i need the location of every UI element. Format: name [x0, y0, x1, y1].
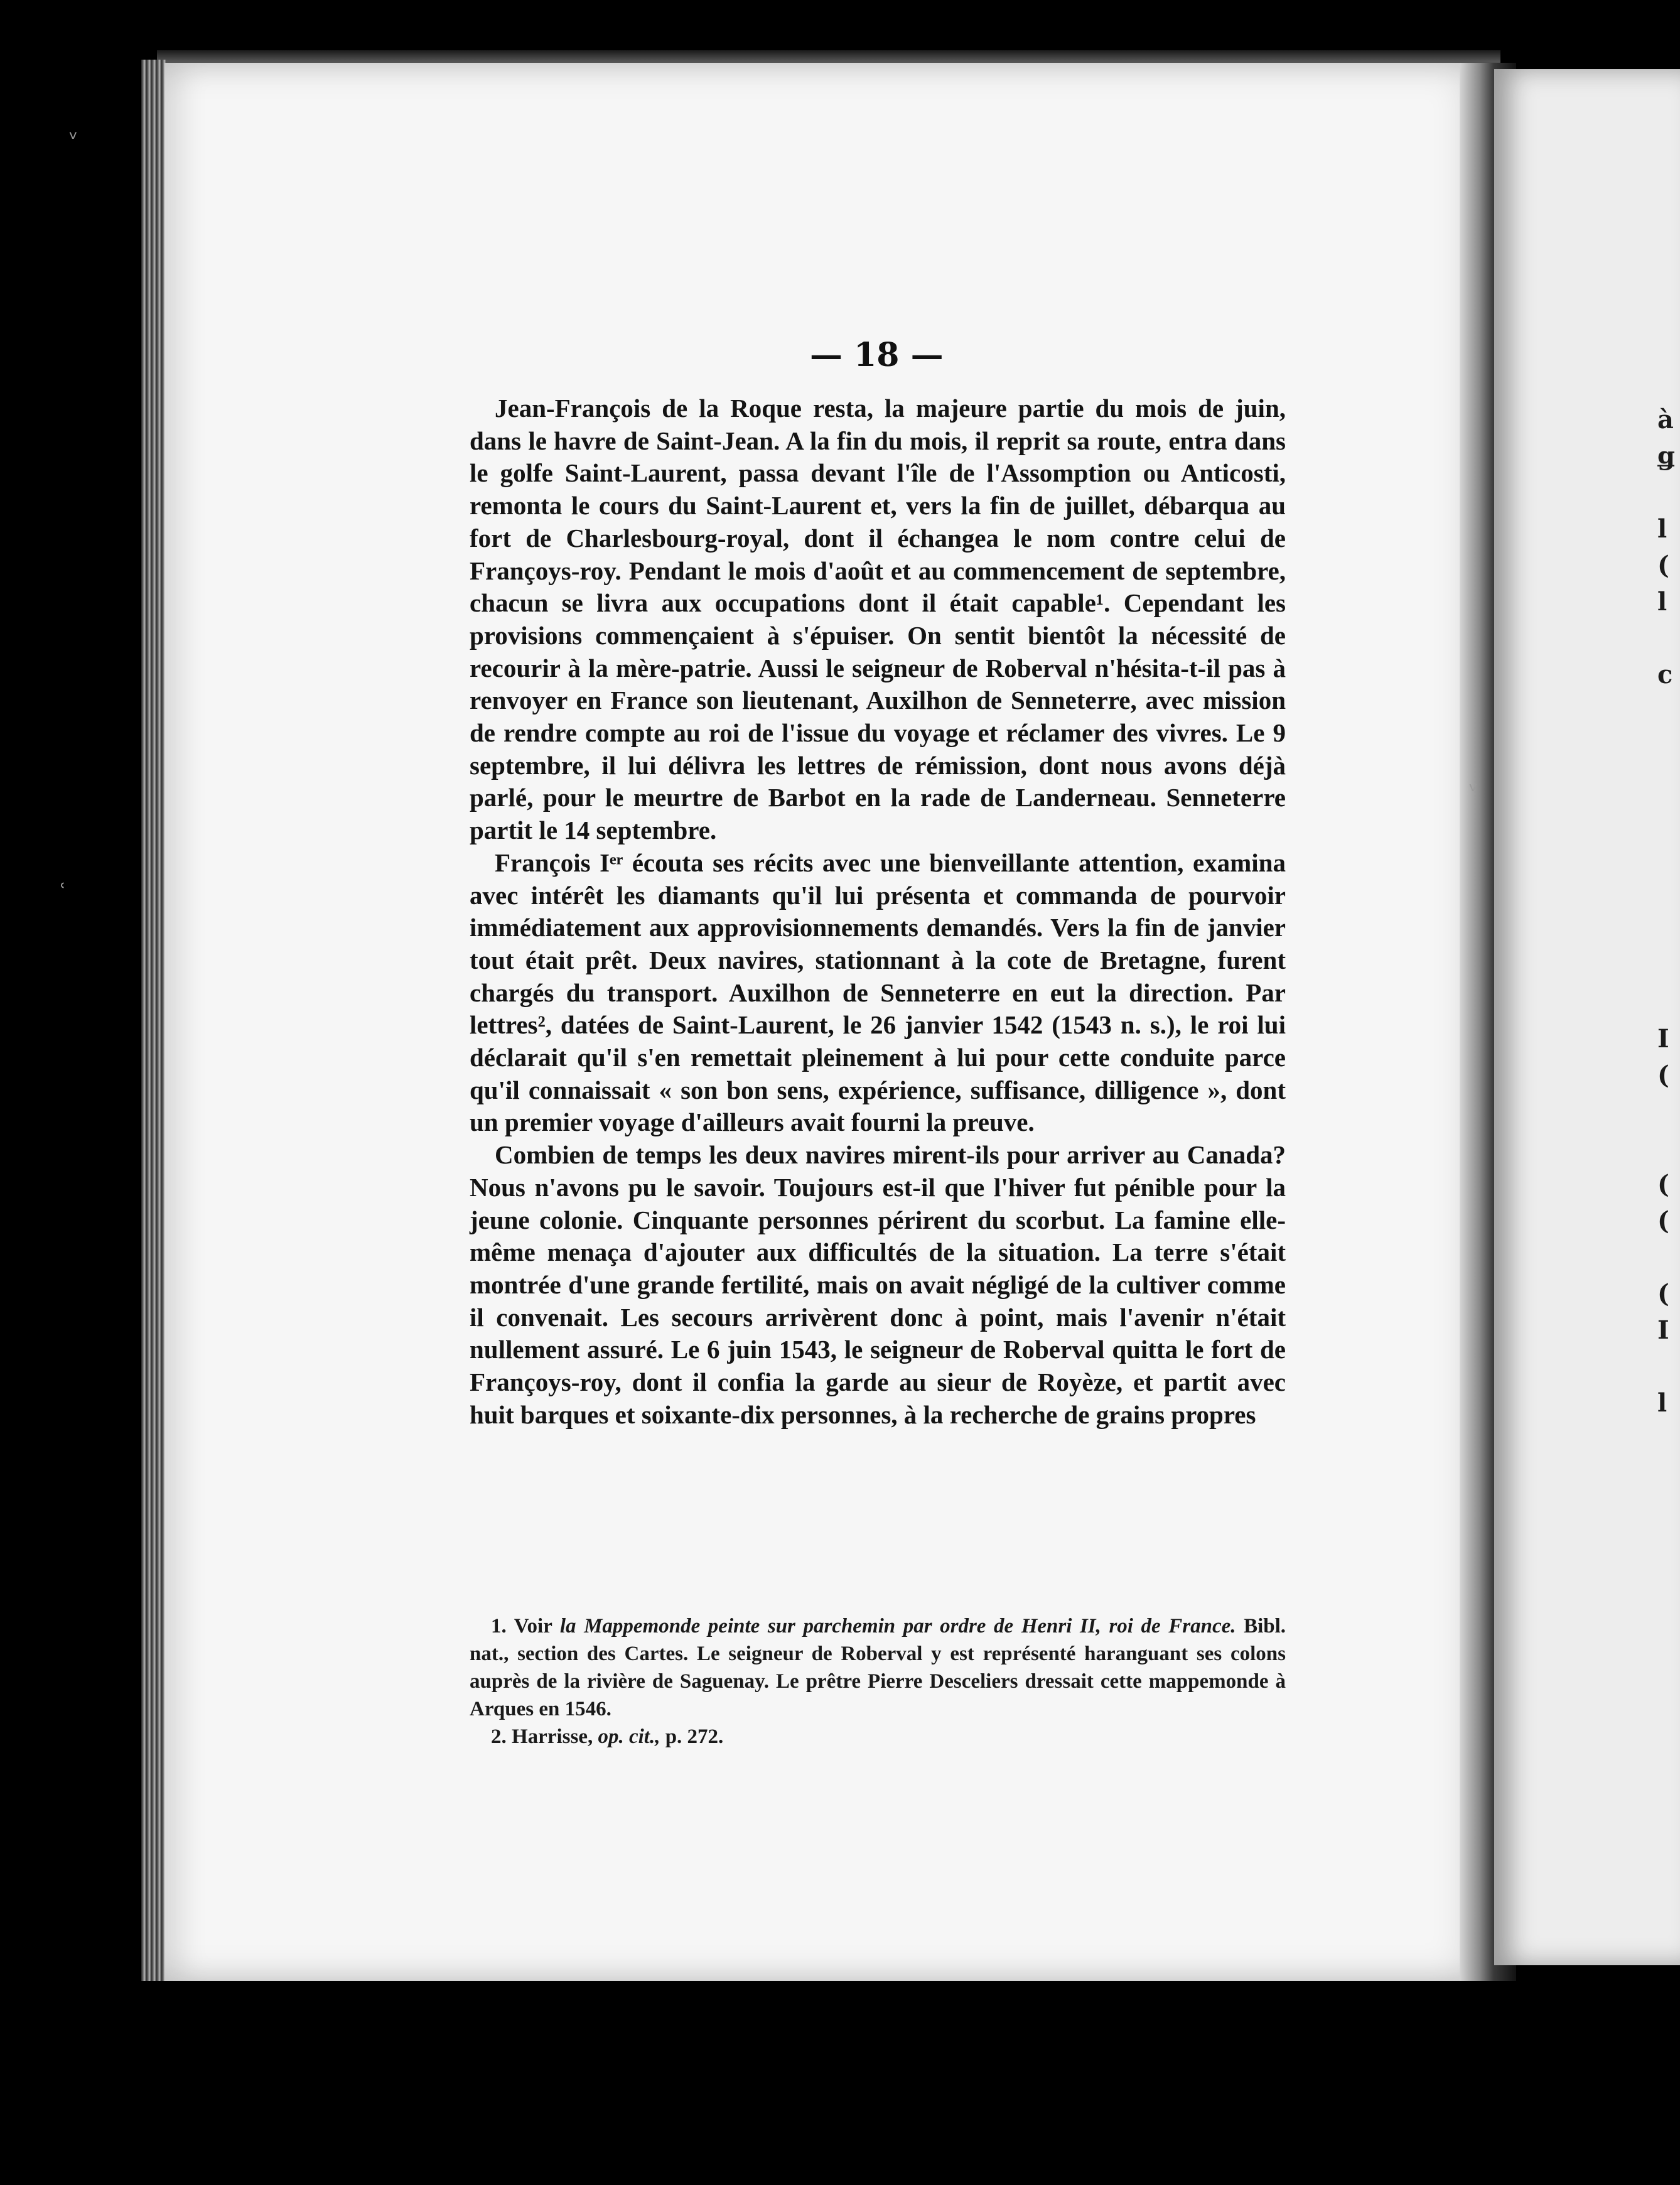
facing-page-glyph: [1657, 875, 1680, 912]
facing-page-glyph: [1657, 1239, 1680, 1276]
footnote: [470, 1612, 1286, 1723]
facing-page-glyph: [1657, 948, 1680, 985]
facing-page-glyph: ǥ: [1657, 441, 1675, 471]
facing-page-glyph: [1657, 802, 1680, 839]
facing-page-glyph: (: [1657, 1279, 1669, 1308]
page-stack-edge: [141, 60, 166, 1981]
footnote-label: 2.: [491, 1725, 507, 1748]
page-number: — 18 —: [810, 336, 944, 374]
footnotes: [470, 1612, 1286, 1751]
facing-page-glyph: [1657, 1130, 1680, 1167]
facing-page-glyph: [1657, 1422, 1680, 1458]
footnote-text: Bibl. nat., section des Cartes. Le seigneur de Roberval y est représenté haranguant ses colons auprès de la rivière de Saguenay. Le prêtre Pierre Descеliers dressait cette mappemonde à Arques en 1546.: [470, 1615, 1286, 1720]
facing-page-glyph: I: [1657, 1024, 1669, 1054]
facing-page-glyph: à: [1657, 405, 1674, 434]
facing-page-glyph: [1657, 985, 1680, 1021]
facing-page-glyph: [1657, 1349, 1680, 1385]
facing-page-glyph: (: [1657, 1060, 1669, 1090]
facing-page-glyph: c: [1657, 660, 1673, 689]
facing-page-glyph: [1657, 730, 1680, 766]
scan-speck-mark: ᵥ: [69, 119, 78, 144]
footnote-italic: la Mappemonde peinte sur parchemin par ordre de Henri II, roi de France.: [559, 1615, 1236, 1637]
scan-speck-mark: ᵛ: [1469, 779, 1478, 804]
facing-page-glyph: [1657, 693, 1680, 730]
paragraph: François Iᵉʳ écouta ses récits avec une bienveillante attention, examina avec intérêt les diamants qu'il lui présenta et commanda de pourvoir immédiatement aux approvisionnements demandés. Vers la fin de janvier tout était prêt. Deux navires, stationnant à la cote de Bretagne, furent chargés du transport. Auxilhon de Senneterre en eut la direction. Par lettres², datées de Saint-Laurent, le 26 janvier 1542 (1543 n. s.), le roi lui déclarait qu'il s'en remettait pleinement à lui pour cette conduite parce qu'il connaissait « son bon sens, expérience, suffisance, dilligence », dont un premier voyage d'ailleurs avait fourni la preuve.: [470, 848, 1286, 1137]
facing-page-glyph: [1657, 766, 1680, 802]
facing-page-glyph: I: [1657, 1315, 1669, 1345]
facing-page-glyph: [1657, 475, 1680, 511]
scan-speck-mark: ʿ: [60, 879, 67, 904]
facing-page-glyph: (: [1657, 1206, 1669, 1236]
facing-page-glyph: [1657, 912, 1680, 948]
facing-page-glyph: [1657, 839, 1680, 875]
footnote-text: Harrisse,: [512, 1725, 593, 1748]
facing-page-glyph: [1657, 1094, 1680, 1130]
facing-page-glyph: l: [1657, 587, 1667, 617]
footnote-text: Voir: [514, 1615, 552, 1637]
paragraph: Combien de temps les deux navires mirent-ils pour arriver au Canada? Nous n'avons pu le savoir. Toujours est-il que l'hiver fut pénible pour la jeune colonie. Cinquante personnes périrent du scorbut. La famine elle-même menaça d'ajouter aux difficultés de la situation. La terre s'était montrée d'une grande fertilité, mais on avait négligé de la cultiver comme il convenait. Les secours arrivèrent donc à point, mais l'avenir n'était nullement assuré. Le 6 juin 1543, le seigneur de Roberval quitta le fort de Françoys-roy, dont il confia la garde au sieur de Royèze, et partit avec huit barques et soixante-dix personnes, à la recherche de grains propres: [470, 1140, 1286, 1429]
paragraph: Jean-François de la Roque resta, la majeure partie du mois de juin, dans le havre de Saint-Jean. A la fin du mois, il reprit sa route, entra dans le golfe Saint-Laurent, passa devant l'île de l'Assomption ou Anticosti, remonta le cours du Saint-Laurent et, vers la fin de juillet, débarqua au fort de Charlesbourg-royal, dont il échangea le nom contre celui de Françoys-roy. Pendant le mois d'août et au commencement de septembre, chacun se livra aux occupations dont il était capable¹. Cependant les provisions commençaient à s'épuiser. On sentit bientôt la nécessité de recourir à la mère-patrie. Aussi le seigneur de Roberval n'hésita-t-il pas à renvoyer en France son lieutenant, Auxilhon de Senneterre, avec mission de rendre compte au roi de l'issue du voyage et réclamer des vivres. Le 9 septembre, il lui délivra les lettres de rémission, dont nous avons déjà parlé, pour le meurtre de Barbot en la rade de Landerneau. Senneterre partit le 14 septembre.: [470, 394, 1286, 845]
facing-page-glyph: (: [1657, 551, 1669, 580]
facing-page-glyph: l: [1657, 514, 1667, 544]
footnote: [470, 1723, 1286, 1751]
facing-page-text-fragments: [1657, 402, 1680, 1720]
facing-page: [1494, 69, 1680, 1965]
footnote-label: 1.: [491, 1615, 507, 1637]
facing-page-glyph: (: [1657, 1170, 1669, 1199]
footnote-italic: op. cit.,: [598, 1725, 660, 1748]
facing-page-glyph: [1657, 1458, 1680, 1494]
facing-page-glyph: [1657, 620, 1680, 657]
body-text: [470, 392, 1286, 1432]
footnote-text: p. 272.: [665, 1725, 724, 1748]
facing-page-glyph: l: [1657, 1388, 1667, 1418]
